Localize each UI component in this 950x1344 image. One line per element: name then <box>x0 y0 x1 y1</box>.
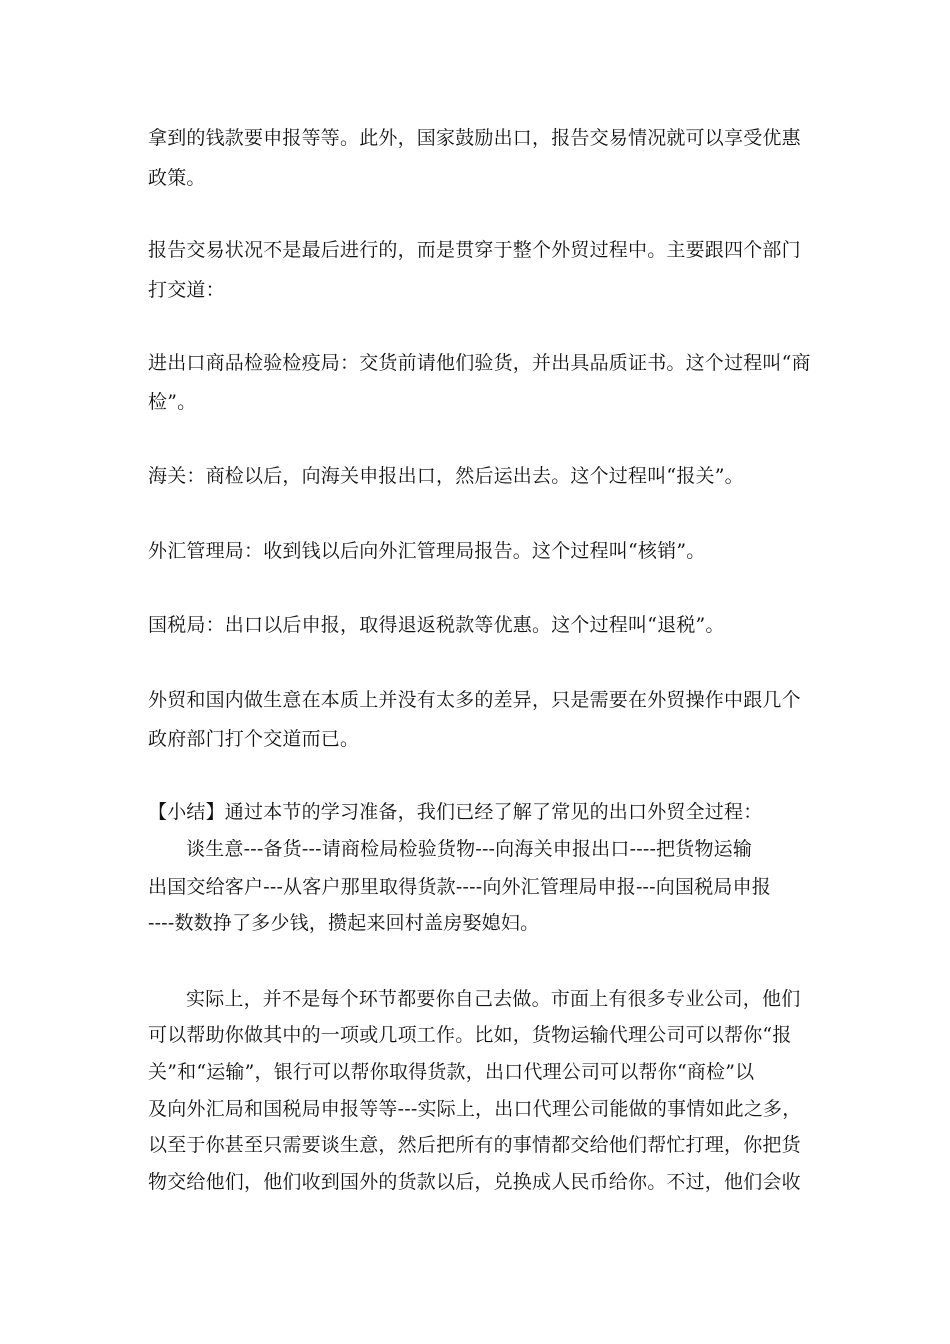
text-line: 报告交易状况不是最后进行的，而是贯穿于整个外贸过程中。主要跟四个部门 <box>148 239 801 261</box>
text-line: 及向外汇局和国税局申报等等---实际上，出口代理公司能做的事情如此之多， <box>148 1098 802 1120</box>
text-line: 以至于你甚至只需要谈生意，然后把所有的事情都交给他们帮忙打理，你把货 <box>148 1134 801 1156</box>
text-line: 实际上，并不是每个环节都要你自己去做。市面上有很多专业公司，他们 <box>186 988 801 1010</box>
text-line: 可以帮助你做其中的一项或几项工作。比如，货物运输代理公司可以帮你“报 <box>148 1024 792 1046</box>
text-line: 政策。 <box>148 167 206 189</box>
text-line: 国税局：出口以后申报，取得退返税款等优惠。这个过程叫“退税”。 <box>148 614 725 636</box>
summary-heading: 【小结】通过本节的学习准备，我们已经了解了常见的出口外贸全过程： <box>148 801 763 823</box>
text-line: ----数数挣了多少钱，攒起来回村盖房娶媳妇。 <box>148 912 540 934</box>
text-line: 外汇管理局：收到钱以后向外汇管理局报告。这个过程叫“核销”。 <box>148 540 706 562</box>
text-line: 打交道： <box>148 279 225 301</box>
text-line: 物交给他们，他们收到国外的货款以后，兑换成人民币给你。不过，他们会收 <box>148 1171 801 1193</box>
text-line: 检”。 <box>148 391 197 413</box>
text-line: 外贸和国内做生意在本质上并没有太多的差异，只是需要在外贸操作中跟几个 <box>148 689 801 711</box>
text-line: 关”和“运输”，银行可以帮你取得货款，出口代理公司可以帮你“商检”以 <box>148 1061 755 1083</box>
text-line: 出国交给客户---从客户那里取得货款----向外汇管理局申报---向国税局申报 <box>148 876 772 898</box>
text-line: 谈生意---备货---请商检局检验货物---向海关申报出口----把货物运输 <box>186 838 753 860</box>
text-line: 海关：商检以后，向海关申报出口，然后运出去。这个过程叫“报关”。 <box>148 465 744 487</box>
text-line: 政府部门打个交道而已。 <box>148 728 360 750</box>
text-line: 进出口商品检验检疫局：交货前请他们验货，并出具品质证书。这个过程叫“商 <box>148 352 811 374</box>
text-line: 拿到的钱款要申报等等。此外，国家鼓励出口，报告交易情况就可以享受优惠 <box>148 127 801 149</box>
